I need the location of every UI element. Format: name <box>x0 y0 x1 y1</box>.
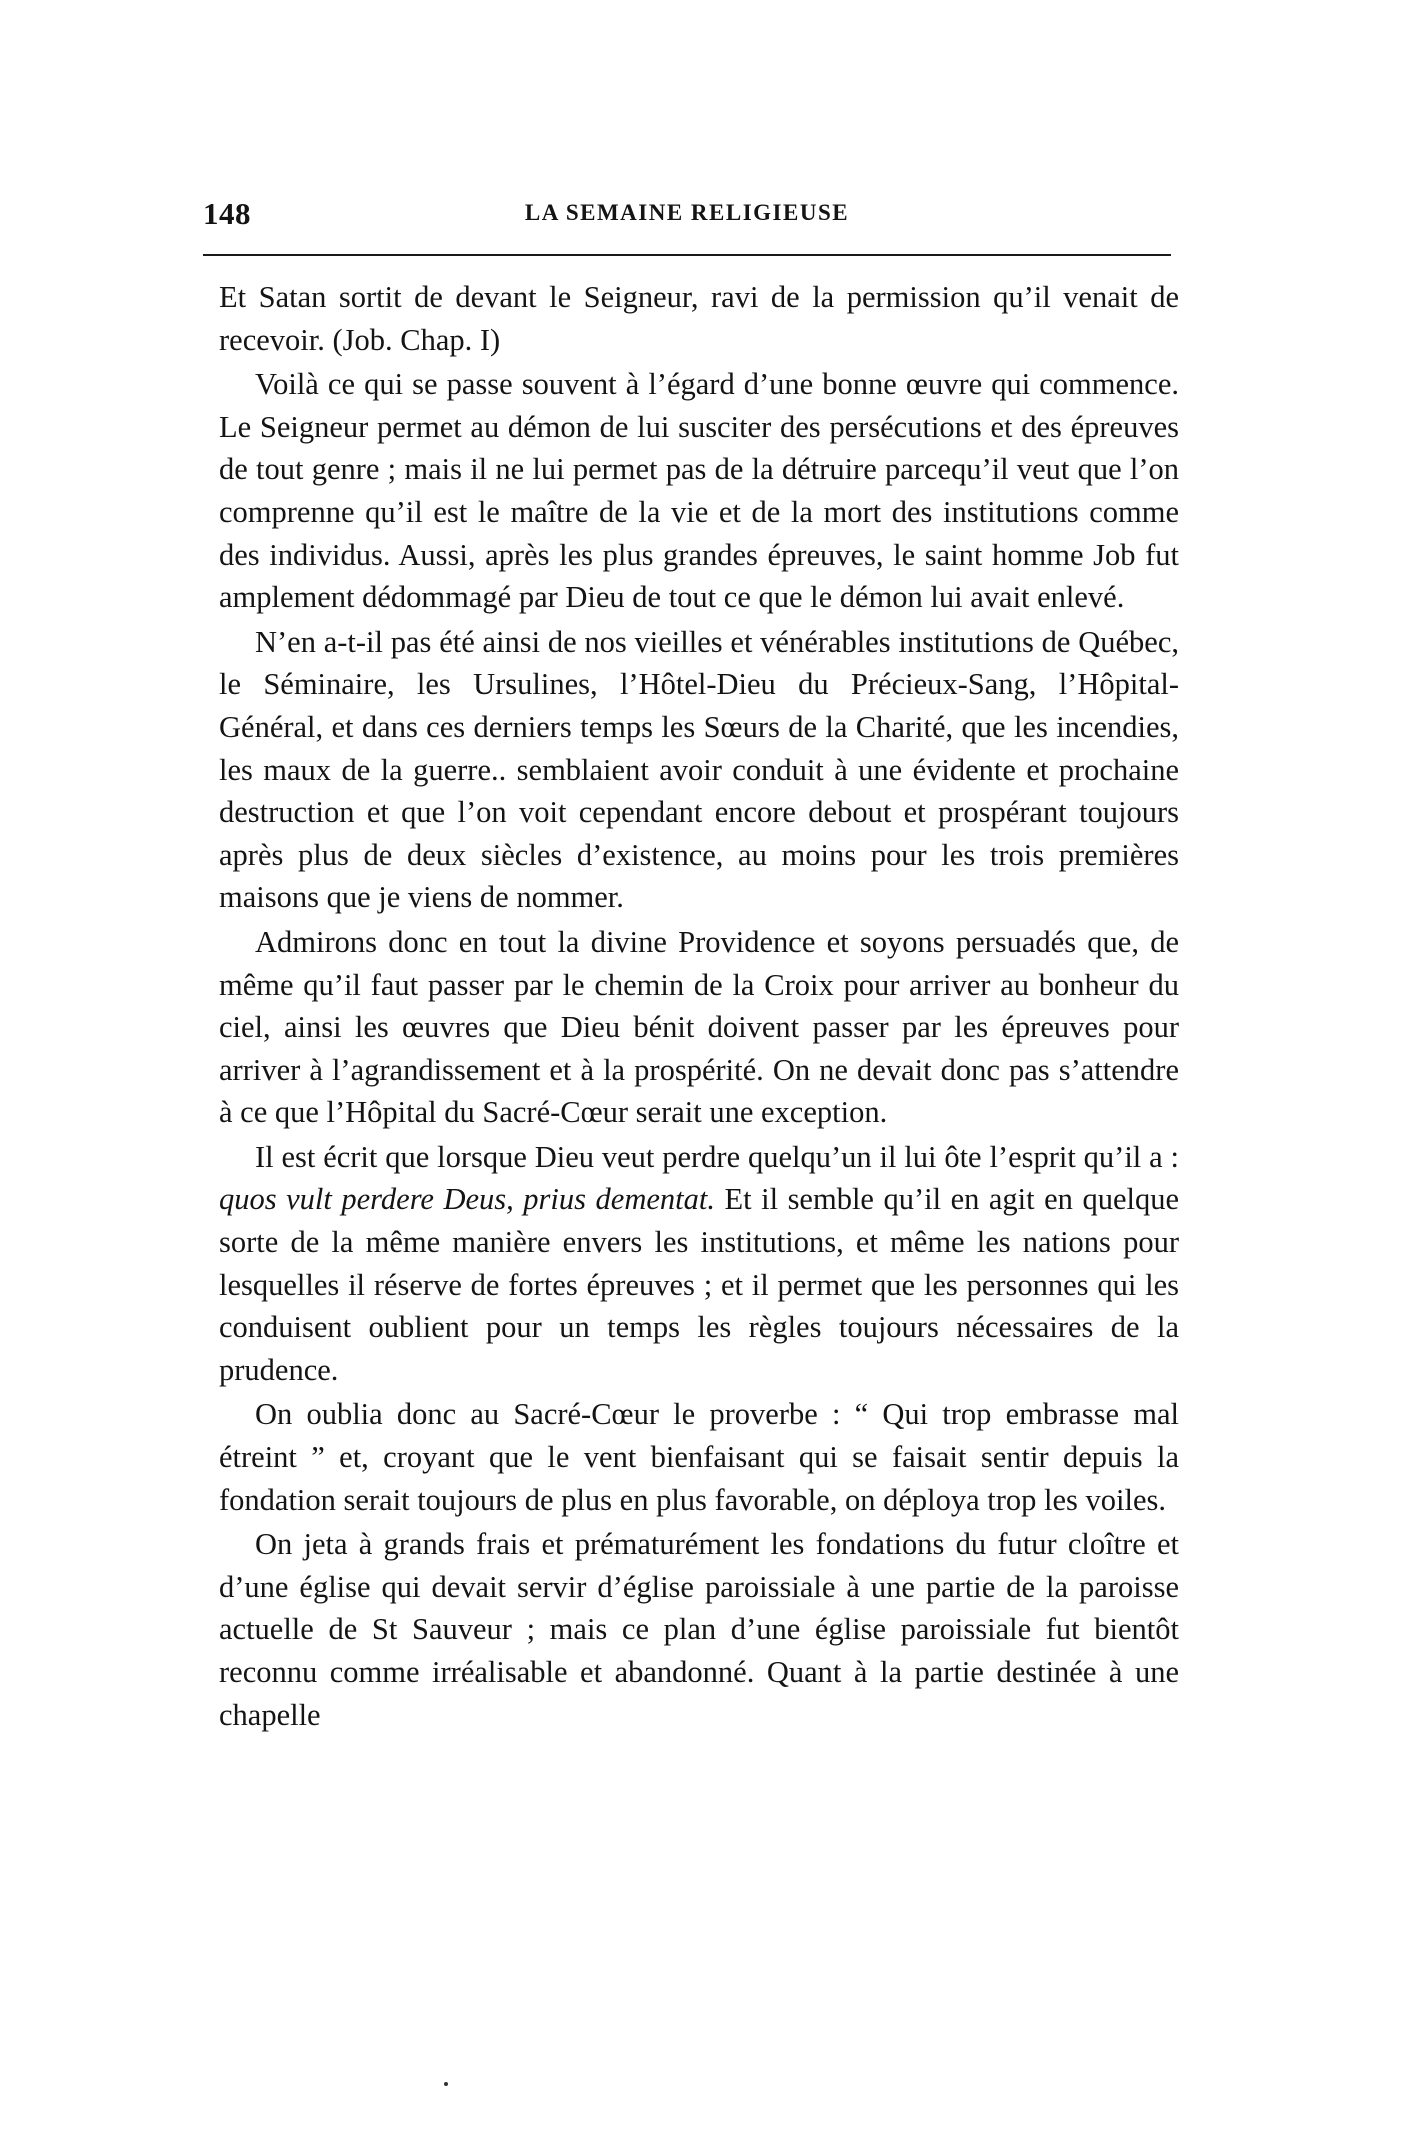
paragraph-5-text-after: Et il semble qu’il en agit en quelque sorte de la même manière envers les institutions, et même les nations pour lesquelles il réserve de fortes épreuves ; et il permet que les personnes qui les conduisent oublient pour un temps les règles toujours nécessaires de la prudence. <box>219 1182 1179 1387</box>
paragraph-6: On oublia donc au Sacré-Cœur le proverbe : “ Qui trop embrasse mal étreint ” et, croyant que le vent bienfaisant qui se faisait sentir depuis la fondation serait toujours de plus en plus favorable, on déploya trop les voiles. <box>219 1397 1179 1517</box>
latin-quotation: quos vult perdere Deus, prius dementat. <box>219 1182 715 1217</box>
body-text <box>219 276 1179 1736</box>
page-number: 148 <box>203 196 251 231</box>
paragraph-2: Voilà ce qui se passe souvent à l’égard d’une bonne œuvre qui commence. Le Seigneur permet au démon de lui susciter des persécutions et des épreuves de tout genre ; mais il ne lui permet pas de la détruire parcequ’il veut que l’on comprenne qu’il est le maître de la vie et de la mort des institutions comme des individus. Aussi, après les plus grandes épreuves, le saint homme Job fut amplement dédommagé par Dieu de tout ce que le démon lui avait enlevé. <box>219 367 1179 615</box>
paragraph-5-text-before: Il est écrit que lorsque Dieu veut perdre quelqu’un il lui ôte l’esprit qu’il a : <box>255 1139 1179 1174</box>
paragraph-7: On jeta à grands frais et prématurément les fondations du futur cloître et d’une église qui devait servir d’église paroissiale à une partie de la paroisse actuelle de St Sauveur ; mais ce plan d’une église paroissiale fut bientôt reconnu comme irréalisable et abandonné. Quant à la partie destinée à une chapelle <box>219 1527 1179 1732</box>
running-title: LA SEMAINE RELIGIEUSE <box>524 200 850 225</box>
paragraph-4: Admirons donc en tout la divine Providence et soyons persuadés que, de même qu’il faut passer par le chemin de la Croix pour arriver au bonheur du ciel, ainsi les œuvres que Dieu bénit doivent passer par les épreuves pour arriver à l’agrandissement et à la prospérité. On ne devait donc pas s’attendre à ce que l’Hôpital du Sacré-Cœur serait une exception. <box>219 924 1179 1130</box>
page-header <box>203 196 1171 236</box>
ink-speck <box>444 2082 448 2086</box>
header-rule <box>203 254 1171 256</box>
paragraph-3: N’en a-t-il pas été ainsi de nos vieilles et vénérables institutions de Québec, le Séminaire, les Ursulines, l’Hôtel-Dieu du Précieux-Sang, l’Hôpital-Général, et dans ces derniers temps les Sœurs de la Charité, que les incendies, les maux de la guerre.. semblaient avoir conduit à une évidente et prochaine destruction et que l’on voit cependant encore debout et prospérant toujours après plus de deux siècles d’existence, au moins pour les trois premières maisons que je viens de nommer. <box>219 624 1179 915</box>
paragraph-1: Et Satan sortit de devant le Seigneur, ravi de la permission qu’il venait de recevoir. (Job. Chap. I) <box>219 280 1179 357</box>
paragraph-5 <box>219 1136 1179 1392</box>
